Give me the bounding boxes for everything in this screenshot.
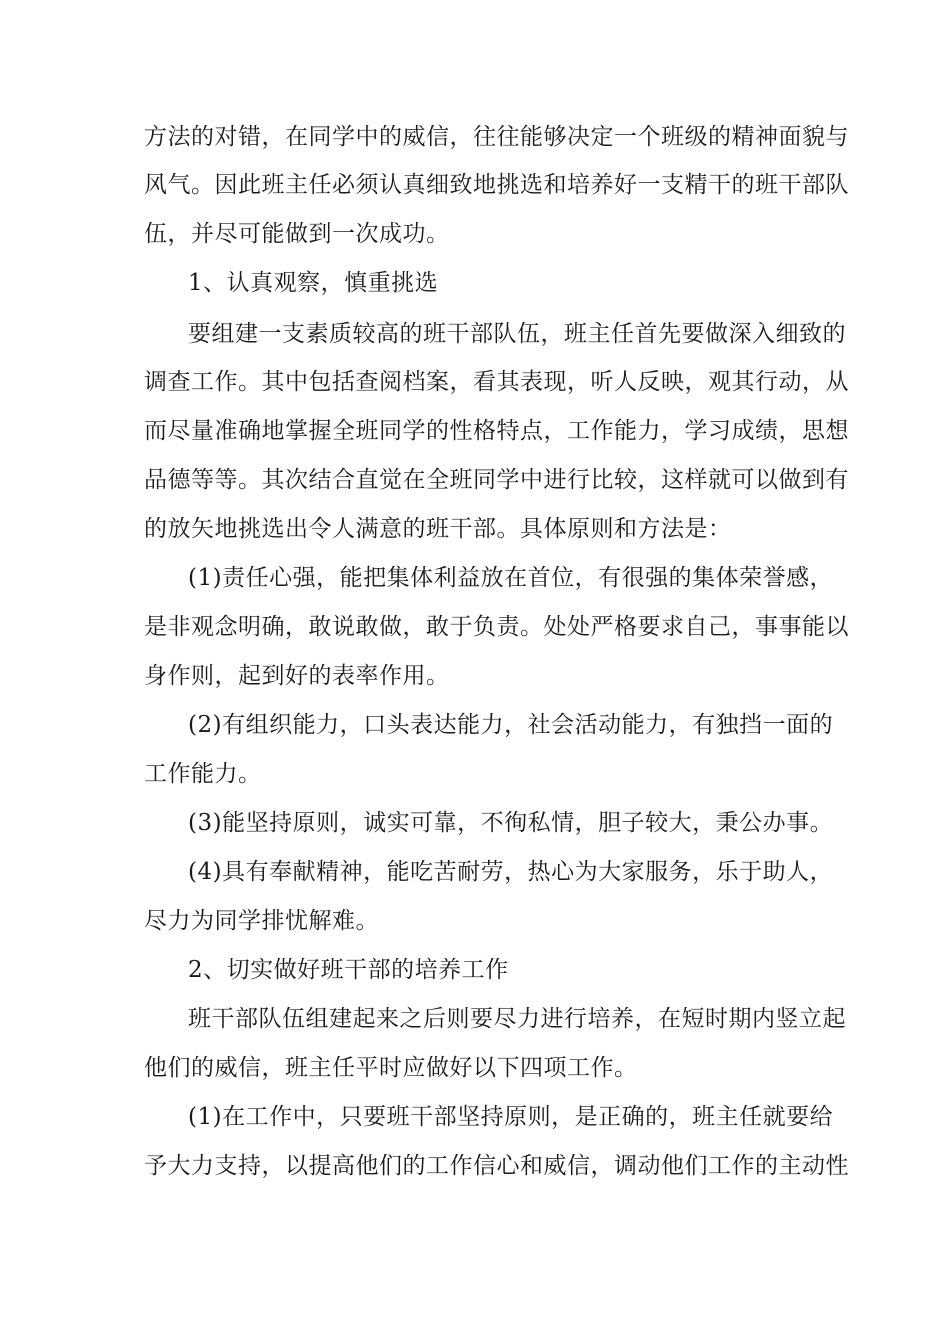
text-line: 予大力支持，以提高他们的工作信心和威信，调动他们工作的主动性 <box>144 1153 849 1179</box>
section-heading: 1、认真观察，慎重挑选 <box>188 270 439 296</box>
text-line: 要组建一支素质较高的班干部队伍，班主任首先要做深入细致的 <box>188 321 846 347</box>
text-line: 调查工作。其中包括查阅档案，看其表现，听人反映，观其行动，从 <box>144 369 849 395</box>
text-line: 风气。因此班主任必须认真细致地挑选和培养好一支精干的班干部队 <box>144 172 849 198</box>
text-line: 尽力为同学排忧解难。 <box>144 908 379 934</box>
text-line: 方法的对错，在同学中的威信，往往能够决定一个班级的精神面貌与 <box>144 124 849 150</box>
text-line: 是非观念明确，敢说敢做，敢于负责。处处严格要求自己，事事能以 <box>144 614 849 640</box>
text-line: 的放矢地挑选出令人满意的班干部。具体原则和方法是： <box>144 516 732 542</box>
list-item: (2)有组织能力，口头表达能力，社会活动能力，有独挡一面的 <box>188 712 834 738</box>
text-line: 身作则，起到好的表率作用。 <box>144 663 450 689</box>
text-line: 伍，并尽可能做到一次成功。 <box>144 221 450 247</box>
list-item: (1)责任心强，能把集体利益放在首位，有很强的集体荣誉感， <box>188 565 834 591</box>
text-line: 而尽量准确地掌握全班同学的性格特点，工作能力，学习成绩，思想 <box>144 418 849 444</box>
text-line: 班干部队伍组建起来之后则要尽力进行培养，在短时期内竖立起 <box>188 1006 846 1032</box>
text-line: 品德等等。其次结合直觉在全班同学中进行比较，这样就可以做到有 <box>144 467 849 493</box>
list-item: (3)能坚持原则，诚实可靠，不徇私情，胆子较大，秉公办事。 <box>188 810 834 836</box>
list-item: (4)具有奉献精神，能吃苦耐劳，热心为大家服务，乐于助人， <box>188 859 834 885</box>
list-item: (1)在工作中，只要班干部坚持原则，是正确的，班主任就要给 <box>188 1104 834 1130</box>
section-heading: 2、切实做好班干部的培养工作 <box>188 957 509 983</box>
text-line: 工作能力。 <box>144 761 262 787</box>
text-line: 他们的威信，班主任平时应做好以下四项工作。 <box>144 1055 638 1081</box>
